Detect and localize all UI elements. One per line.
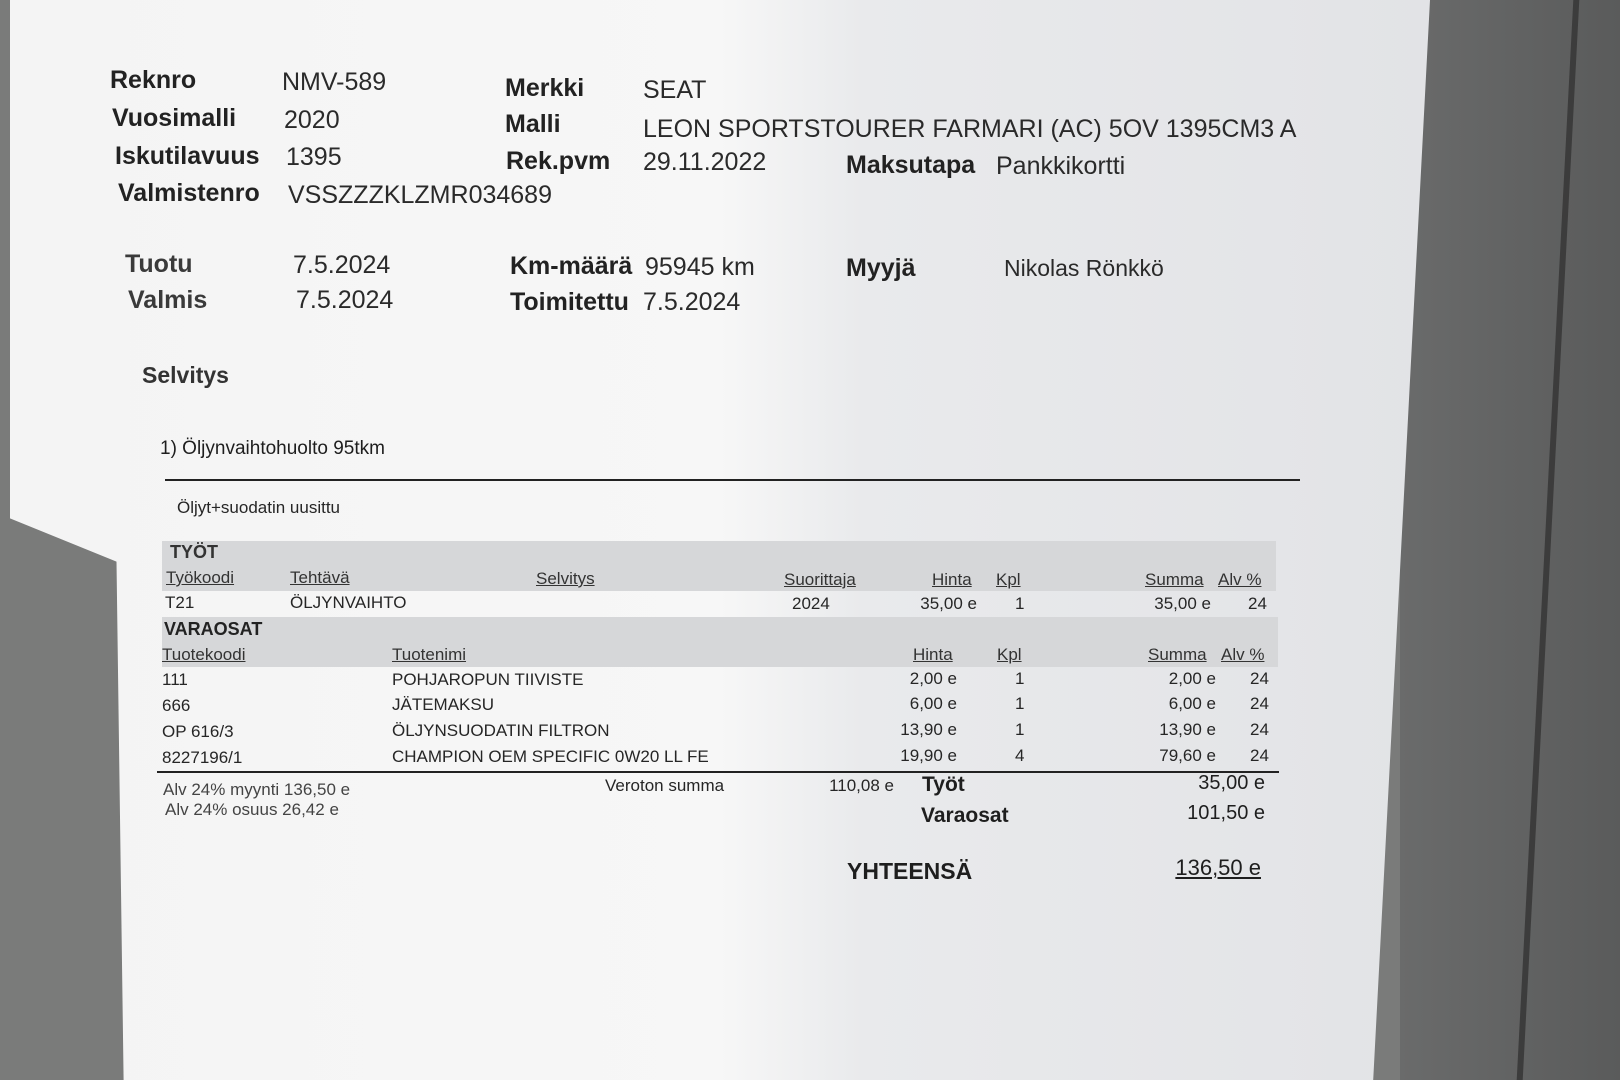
reknro-label: Reknro [110, 66, 197, 94]
toimitettu-value: 7.5.2024 [643, 288, 741, 316]
row-alv: 24 [1250, 746, 1269, 765]
veroton-value: 110,08 e [829, 776, 894, 795]
iskutilavuus-value: 1395 [286, 143, 342, 171]
tuotu-value: 7.5.2024 [293, 251, 391, 279]
row-summa: 6,00 e [1168, 694, 1216, 713]
varaosat-header-koodi: Tuotekoodi [162, 645, 246, 664]
toimitettu-label: Toimitettu [510, 288, 629, 316]
malli-label: Malli [505, 110, 561, 138]
merkki-label: Merkki [505, 74, 585, 102]
tyot-row-alv: 24 [1248, 594, 1267, 613]
selvitys-note: Öljyt+suodatin uusittu [177, 498, 341, 517]
row-koodi: OP 616/3 [162, 722, 234, 741]
tyot-header-selvitys: Selvitys [536, 569, 595, 588]
km-label: Km-määrä [510, 252, 633, 280]
varaosat-header-band [162, 617, 1278, 667]
tyot-header-koodi: Työkoodi [166, 568, 235, 587]
row-hinta: 6,00 e [909, 694, 957, 713]
row-hinta: 13,90 e [900, 720, 957, 739]
valmistenro-label: Valmistenro [118, 179, 260, 207]
vuosimalli-value: 2020 [284, 106, 340, 134]
row-nimi: CHAMPION OEM SPECIFIC 0W20 LL FE [392, 747, 709, 766]
tyot-row-kpl: 1 [1015, 594, 1025, 613]
row-nimi: JÄTEMAKSU [392, 695, 495, 714]
valmistenro-value: VSSZZZKLZMR034689 [288, 181, 552, 209]
valmis-label: Valmis [128, 286, 208, 314]
rekpvm-value: 29.11.2022 [643, 148, 767, 176]
row-koodi: 666 [162, 696, 191, 715]
varaosat-total-value: 101,50 e [1187, 802, 1265, 824]
tyot-row-summa: 35,00 e [1154, 594, 1211, 613]
tyot-row-suorittaja: 2024 [792, 594, 830, 613]
reknro-value: NMV-589 [282, 68, 387, 96]
tyot-total-value: 35,00 e [1198, 772, 1265, 794]
row-nimi: POHJAROPUN TIIVISTE [392, 670, 584, 689]
tyot-header-hinta: Hinta [932, 570, 972, 589]
row-kpl: 4 [1015, 746, 1025, 765]
veroton-label: Veroton summa [605, 776, 725, 795]
tyot-header-kpl: Kpl [996, 570, 1021, 589]
tyot-row-hinta: 35,00 e [920, 594, 977, 613]
varaosat-header-summa: Summa [1148, 645, 1207, 664]
row-summa: 13,90 e [1159, 720, 1216, 739]
maksutapa-label: Maksutapa [846, 151, 976, 179]
row-kpl: 1 [1015, 720, 1025, 739]
tyot-total-label: Työt [922, 773, 965, 796]
row-alv: 24 [1250, 669, 1269, 688]
row-alv: 24 [1250, 694, 1269, 713]
selvitys-heading: Selvitys [142, 362, 229, 388]
rekpvm-label: Rek.pvm [506, 147, 611, 175]
row-hinta: 19,90 e [900, 746, 957, 765]
varaosat-total-label: Varaosat [921, 804, 1009, 827]
row-summa: 79,60 e [1159, 746, 1216, 765]
tyot-row-tehtava: ÖLJYNVAIHTO [290, 593, 407, 612]
tyot-header-summa: Summa [1145, 570, 1204, 589]
tyot-header-suorittaja: Suorittaja [784, 570, 856, 589]
vuosimalli-label: Vuosimalli [112, 104, 237, 132]
row-kpl: 1 [1015, 694, 1025, 713]
row-koodi: 111 [162, 670, 188, 689]
alv-myynti: Alv 24% myynti 136,50 e [163, 780, 351, 799]
row-alv: 24 [1250, 720, 1269, 739]
malli-value: LEON SPORTSTOURER FARMARI (AC) 5OV 1395CM3 A [643, 115, 1297, 143]
maksutapa-value: Pankkikortti [996, 152, 1126, 180]
myyja-value: Nikolas Rönkkö [1004, 255, 1164, 281]
tyot-section-title: TYÖT [170, 542, 218, 562]
row-hinta: 2,00 e [909, 669, 957, 688]
tuotu-label: Tuotu [125, 250, 193, 278]
varaosat-header-nimi: Tuotenimi [392, 645, 467, 664]
km-value: 95945 km [645, 253, 755, 281]
separator-line [165, 479, 1300, 481]
background-floor [1400, 0, 1620, 1080]
iskutilavuus-label: Iskutilavuus [115, 142, 260, 170]
row-nimi: ÖLJYNSUODATIN FILTRON [392, 721, 610, 740]
varaosat-header-alv: Alv % [1221, 645, 1265, 664]
yhteensa-label: YHTEENSÄ [847, 858, 973, 884]
tyot-header-alv: Alv % [1218, 570, 1262, 589]
yhteensa-value: 136,50 e [1175, 855, 1261, 880]
tyot-header-tehtava: Tehtävä [290, 568, 350, 587]
selvitys-item: 1) Öljynvaihtohuolto 95tkm [160, 438, 385, 459]
row-kpl: 1 [1015, 669, 1025, 688]
merkki-value: SEAT [643, 76, 707, 104]
myyja-label: Myyjä [846, 254, 916, 282]
row-summa: 2,00 e [1168, 669, 1216, 688]
totals-separator [157, 771, 1279, 773]
alv-osuus: Alv 24% osuus 26,42 e [165, 800, 339, 819]
varaosat-section-title: VARAOSAT [164, 619, 263, 639]
varaosat-header-hinta: Hinta [913, 645, 953, 664]
varaosat-header-kpl: Kpl [997, 645, 1022, 664]
tyot-row-koodi: T21 [165, 593, 195, 612]
row-koodi: 8227196/1 [162, 748, 243, 767]
valmis-value: 7.5.2024 [296, 286, 394, 314]
